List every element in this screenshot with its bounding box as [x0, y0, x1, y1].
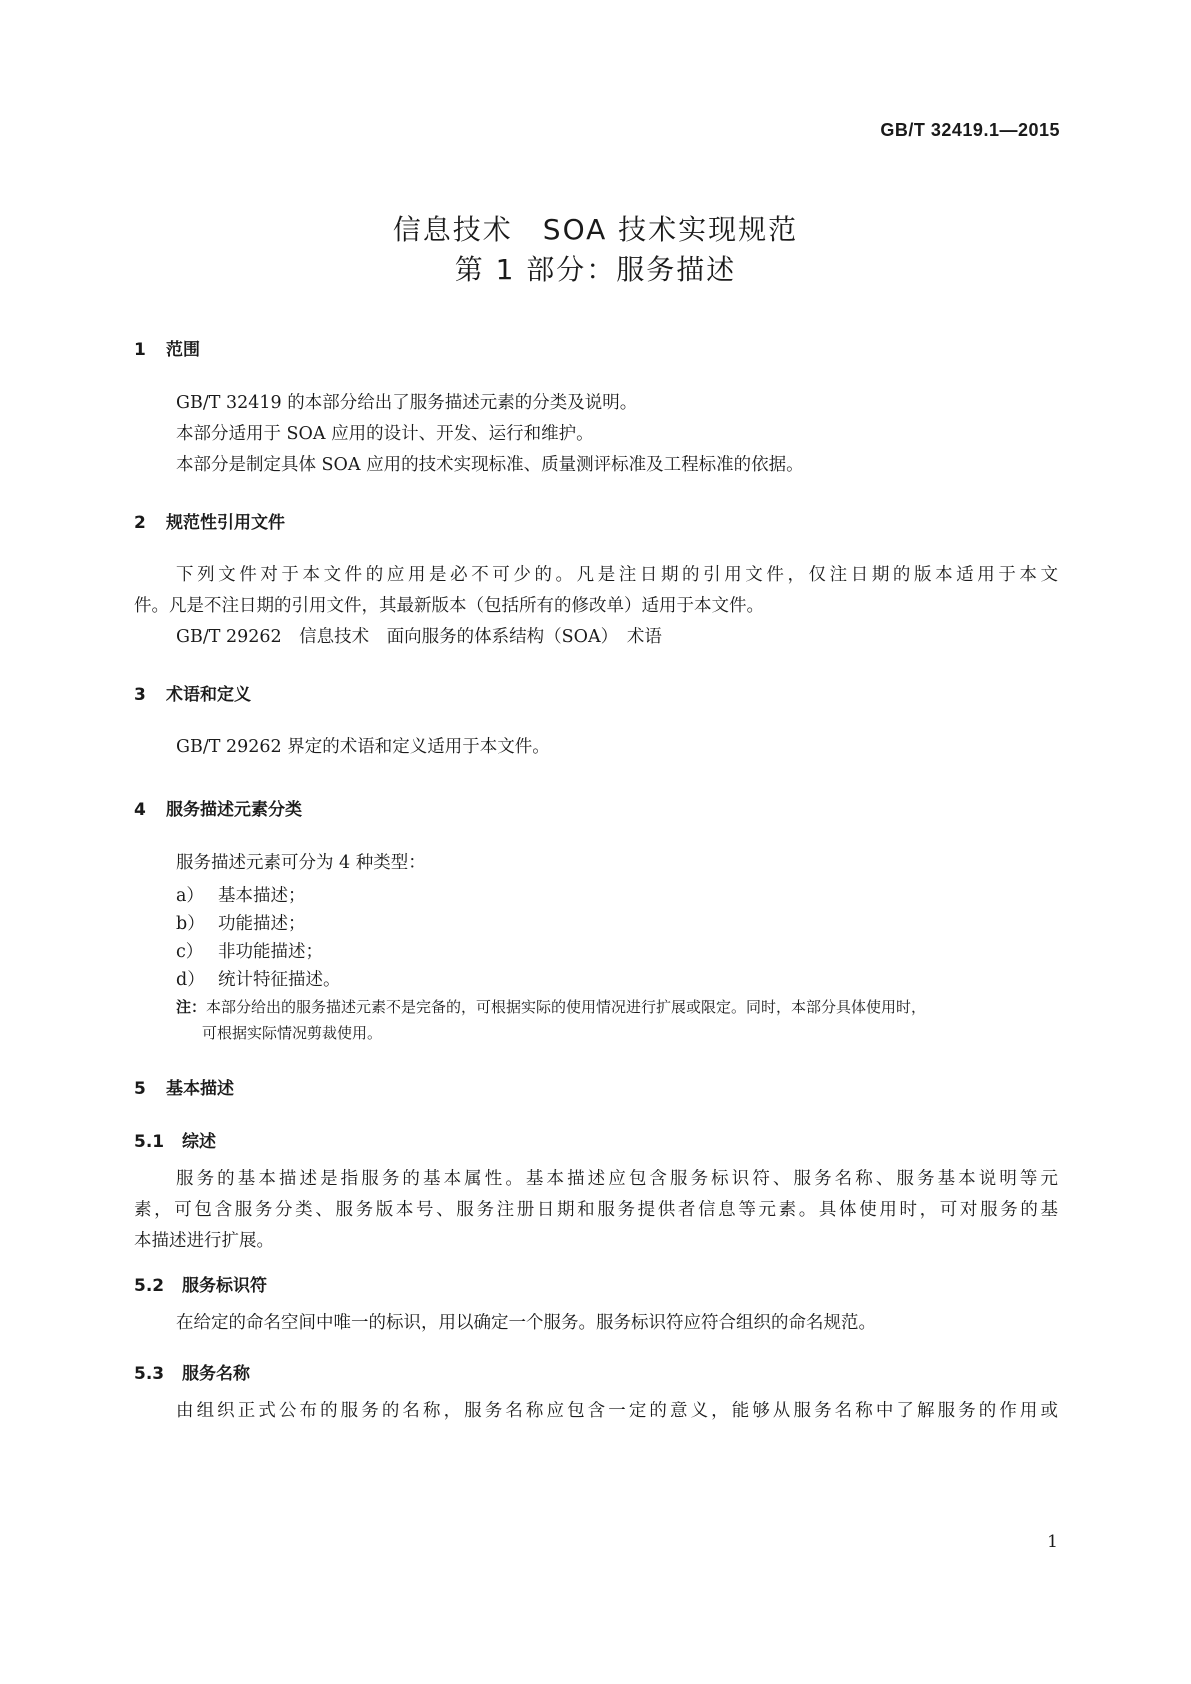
paragraph: GB/T 32419 的本部分给出了服务描述元素的分类及说明。 [176, 393, 638, 413]
section-title: 术语和定义 [166, 685, 251, 705]
paragraph-line: 件。凡是不注日期的引用文件，其最新版本（包括所有的修改单）适用于本文件。 [134, 596, 764, 616]
section-title: 服务描述元素分类 [166, 800, 302, 820]
section-5-1-heading [134, 1127, 216, 1152]
list-text: 非功能描述； [218, 942, 323, 962]
list-marker: d） [176, 970, 205, 990]
note-text: 本部分给出的服务描述元素不是完备的，可根据实际的使用情况进行扩展或限定。同时，本部分具体使用时， [206, 998, 927, 1016]
list-item [176, 966, 341, 991]
normative-reference: GB/T 29262 信息技术 面向服务的体系结构（SOA） 术语 [176, 627, 662, 647]
list-text: 基本描述； [218, 886, 306, 906]
paragraph: 服务描述元素可分为 4 种类型： [176, 853, 426, 873]
standard-code: GB/T 32419.1—2015 [880, 120, 1060, 140]
section-number: 3 [134, 685, 146, 705]
section-title: 规范性引用文件 [166, 513, 285, 533]
section-1-heading [134, 335, 200, 360]
list-marker: a） [176, 886, 204, 906]
paragraph-line: 由组织正式公布的服务的名称，服务名称应包含一定的意义，能够从服务名称中了解服务的作用或 [176, 1401, 1058, 1421]
section-5-3-body [134, 1396, 1058, 1427]
paragraph: 本部分是制定具体 SOA 应用的技术实现标准、质量测评标准及工程标准的依据。 [176, 455, 804, 475]
section-4-intro [134, 848, 1058, 879]
paragraph: 本部分适用于 SOA 应用的设计、开发、运行和维护。 [176, 424, 594, 444]
section-number: 1 [134, 340, 146, 360]
section-number: 5 [134, 1079, 146, 1099]
list-marker: c） [176, 942, 204, 962]
note-continuation: 可根据实际情况剪裁使用。 [202, 1024, 383, 1042]
section-5-heading [134, 1074, 234, 1099]
document-title: 信息技术 SOA 技术实现规范 [392, 213, 799, 246]
paragraph-line: 本描述进行扩展。 [134, 1231, 274, 1251]
list-text: 统计特征描述。 [218, 970, 341, 990]
section-number: 2 [134, 513, 146, 533]
section-title: 服务名称 [182, 1364, 250, 1384]
list-item [176, 910, 306, 935]
section-3-body [134, 732, 1058, 763]
document-subtitle: 第 1 部分：服务描述 [454, 253, 737, 286]
paragraph-line: 素，可包含服务分类、服务版本号、服务注册日期和服务提供者信息等元素。具体使用时，可对服务的基 [134, 1200, 1058, 1220]
section-5-1-body [134, 1164, 1058, 1257]
list-marker: b） [176, 914, 205, 934]
section-title: 基本描述 [166, 1079, 234, 1099]
section-5-3-heading [134, 1359, 250, 1384]
section-title: 范围 [166, 340, 200, 360]
note-label: 注： [176, 998, 207, 1016]
section-5-2-heading [134, 1271, 267, 1296]
section-1-body [134, 388, 1058, 481]
list-text: 功能描述； [218, 914, 306, 934]
section-4-note [176, 994, 1056, 1046]
paragraph: GB/T 29262 界定的术语和定义适用于本文件。 [176, 737, 550, 757]
paragraph-line: 服务的基本描述是指服务的基本属性。基本描述应包含服务标识符、服务名称、服务基本说明等元 [176, 1169, 1058, 1189]
paragraph: 在给定的命名空间中唯一的标识，用以确定一个服务。服务标识符应符合组织的命名规范。 [176, 1313, 876, 1333]
list-item [176, 882, 306, 907]
section-title: 服务标识符 [182, 1276, 267, 1296]
section-number: 5.1 [134, 1132, 165, 1152]
list-item [176, 938, 323, 963]
section-title: 综述 [182, 1132, 216, 1152]
section-4-heading [134, 795, 302, 820]
section-3-heading [134, 680, 251, 705]
paragraph-line: 下列文件对于本文件的应用是必不可少的。凡是注日期的引用文件，仅注日期的版本适用于本文 [176, 565, 1058, 585]
page-number: 1 [1047, 1532, 1058, 1552]
section-number: 5.3 [134, 1364, 165, 1384]
section-5-2-body [134, 1308, 1058, 1339]
section-number: 4 [134, 800, 146, 820]
section-2-body [134, 560, 1058, 653]
section-2-heading [134, 508, 285, 533]
section-number: 5.2 [134, 1276, 165, 1296]
